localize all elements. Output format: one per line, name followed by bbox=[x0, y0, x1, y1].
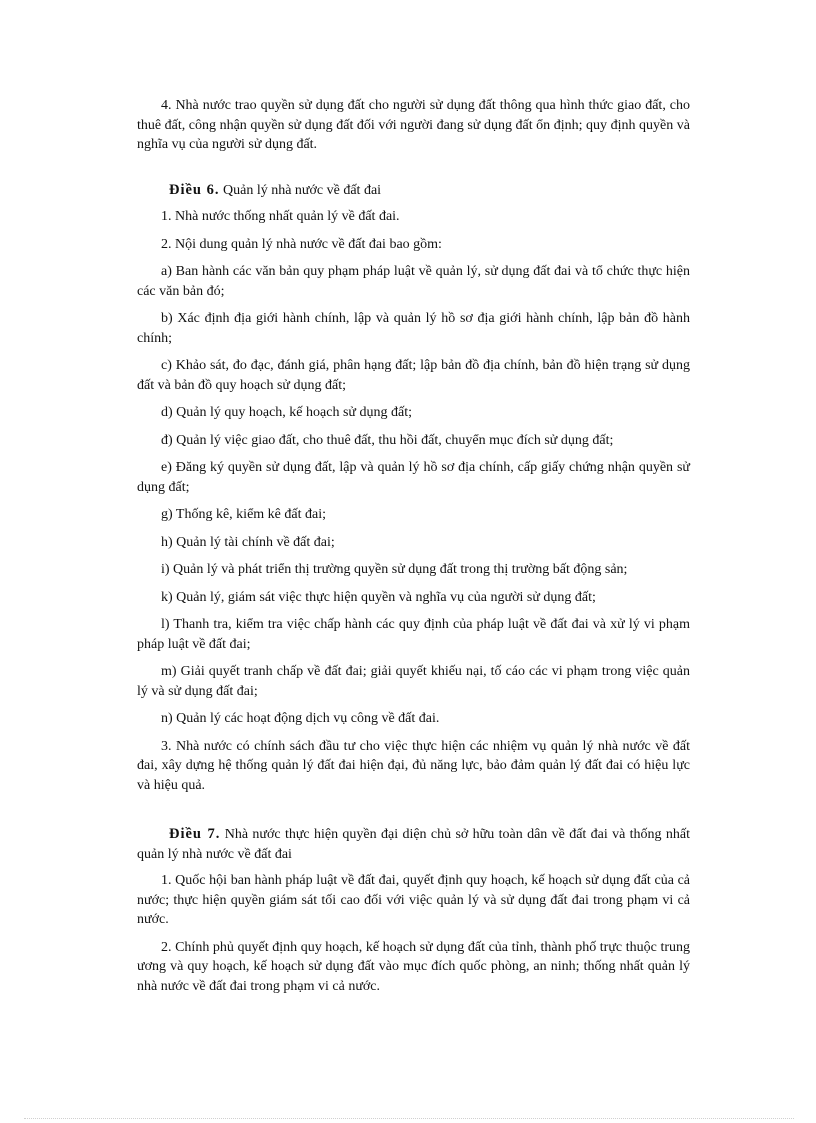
article-6-heading bbox=[137, 181, 690, 201]
article-7-item: 2. Chính phủ quyết định quy hoạch, kế hoạch sử dụng đất của tỉnh, thành phố trực thuộc trung ương và quy hoạch, kế hoạch sử dụng đất vào mục đích quốc phòng, an ninh; thống nhất quản lý nhà nước về đất đai trong phạm vi cả nước. bbox=[137, 939, 690, 994]
article-7-label: Điều 7. bbox=[169, 826, 221, 842]
page-bottom-rule bbox=[24, 1118, 794, 1119]
article-6-item: 3. Nhà nước có chính sách đầu tư cho việc thực hiện các nhiệm vụ quản lý nhà nước về đất đai, xây dựng hệ thống quản lý đất đai hiện đại, đủ năng lực, bảo đảm quản lý đất đai có hiệu lực và hiệu quả. bbox=[137, 738, 690, 793]
article-7-title: Nhà nước thực hiện quyền đại diện chủ sở hữu toàn dân về đất đai và thống nhất quản lý nhà nước về đất đai bbox=[137, 827, 691, 862]
article-6-item: c) Khảo sát, đo đạc, đánh giá, phân hạng đất; lập bản đồ địa chính, bản đồ hiện trạng sử dụng đất và bản đồ quy hoạch sử dụng đất; bbox=[137, 358, 690, 393]
article-6-title: Quản lý nhà nước về đất đai bbox=[219, 182, 382, 198]
paragraph-intro-4: 4. Nhà nước trao quyền sử dụng đất cho người sử dụng đất thông qua hình thức giao đất, cho thuê đất, công nhận quyền sử dụng đất đối với người đang sử dụng đất ổn định; quy định quyền và nghĩa vụ của người sử dụng đất. bbox=[137, 98, 690, 152]
article-6-item: 2. Nội dung quản lý nhà nước về đất đai bao gồm: bbox=[161, 236, 442, 252]
article-6-item: i) Quản lý và phát triển thị trường quyền sử dụng đất trong thị trường bất động sản; bbox=[161, 562, 628, 577]
article-7-heading bbox=[137, 825, 690, 864]
article-6-item: e) Đăng ký quyền sử dụng đất, lập và quản lý hồ sơ địa chính, cấp giấy chứng nhận quyền sử dụng đất; bbox=[137, 460, 690, 495]
article-6-item: n) Quản lý các hoạt động dịch vụ công về đất đai. bbox=[161, 711, 440, 726]
article-6-item: l) Thanh tra, kiểm tra việc chấp hành các quy định của pháp luật về đất đai và xử lý vi phạm pháp luật về đất đai; bbox=[137, 617, 690, 652]
article-6-item: k) Quản lý, giám sát việc thực hiện quyền và nghĩa vụ của người sử dụng đất; bbox=[161, 589, 596, 605]
article-6-item: b) Xác định địa giới hành chính, lập và quản lý hồ sơ địa giới hành chính, lập bản đồ hành chính; bbox=[137, 311, 690, 346]
article-6-items bbox=[137, 207, 690, 795]
article-6-label: Điều 6. bbox=[169, 181, 220, 198]
article-6-item: đ) Quản lý việc giao đất, cho thuê đất, thu hồi đất, chuyển mục đích sử dụng đất; bbox=[161, 432, 614, 448]
article-6-item: a) Ban hành các văn bản quy phạm pháp luật về quản lý, sử dụng đất đai và tổ chức thực hiện các văn bản đó; bbox=[137, 264, 690, 299]
article-7-items bbox=[137, 871, 690, 996]
article-6-item: h) Quản lý tài chính về đất đai; bbox=[161, 534, 335, 550]
article-6-item: 1. Nhà nước thống nhất quản lý về đất đai. bbox=[161, 209, 400, 224]
article-7-item: 1. Quốc hội ban hành pháp luật về đất đai, quyết định quy hoạch, kế hoạch sử dụng đất của cả nước; thực hiện quyền giám sát tối cao đối với việc quản lý và sử dụng đất đai trong phạm vi cả nước. bbox=[137, 873, 690, 927]
article-6-item: m) Giải quyết tranh chấp về đất đai; giải quyết khiếu nại, tố cáo các vi phạm trong việc quản lý và sử dụng đất đai; bbox=[137, 664, 690, 699]
article-6-item: d) Quản lý quy hoạch, kế hoạch sử dụng đất; bbox=[161, 405, 412, 420]
document-body bbox=[137, 96, 690, 1004]
article-6-item: g) Thống kê, kiểm kê đất đai; bbox=[161, 507, 326, 522]
